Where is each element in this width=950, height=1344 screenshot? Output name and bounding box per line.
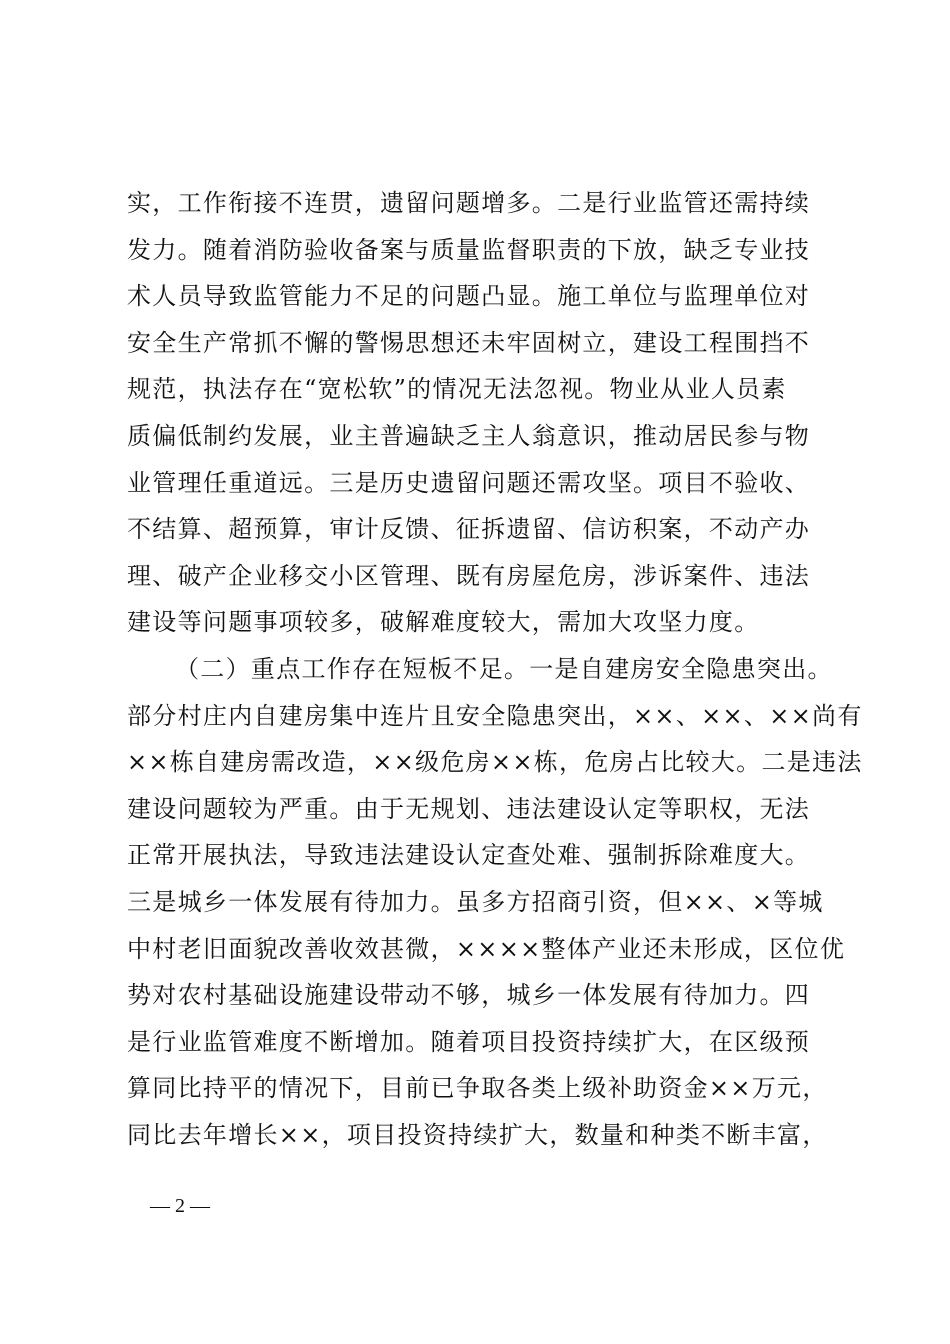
text-line-12: 部分村庄内自建房集中连片且安全隐患突出，××、××、××尚有: [127, 701, 863, 730]
text-line-3: 术人员导致监管能力不足的问题凸显。施工单位与监理单位对: [127, 282, 811, 311]
text-line-21: 同比去年增长××，项目投资持续扩大，数量和种类不断丰富，: [127, 1120, 828, 1149]
text-line-13: ××栋自建房需改造，××级危房××栋，危房占比较大。二是违法: [127, 748, 863, 777]
text-line-6: 质偏低制约发展，业主普遍缺乏主人翁意识，推动居民参与物: [127, 421, 811, 450]
section-heading-line: （二）重点工作存在短板不足。一是自建房安全隐患突出。: [175, 654, 833, 683]
text-line-2: 发力。随着消防验收备案与质量监督职责的下放，缺乏专业技: [127, 235, 811, 264]
text-line-14: 建设问题较为严重。由于无规划、违法建设认定等职权，无法: [127, 794, 811, 823]
text-line-9: 理、破产企业移交小区管理、既有房屋危房，涉诉案件、违法: [127, 561, 811, 590]
text-line-5: 规范，执法存在“宽松软”的情况无法忽视。物业从业人员素: [127, 375, 787, 404]
text-line-7: 业管理任重道远。三是历史遗留问题还需攻坚。项目不验收、: [127, 468, 811, 497]
text-line-19: 是行业监管难度不断增加。随着项目投资持续扩大，在区级预: [127, 1027, 811, 1056]
page-number: — 2 —: [150, 1195, 210, 1217]
text-line-10: 建设等问题事项较多，破解难度较大，需加大攻坚力度。: [127, 608, 760, 637]
text-line-1: 实，工作衔接不连贯，遗留问题增多。二是行业监管还需持续: [127, 189, 811, 217]
text-line-4: 安全生产常抓不懈的警惕思想还未牢固树立，建设工程围挡不: [127, 328, 811, 357]
text-line-15: 正常开展执法，导致违法建设认定查处难、强制拆除难度大。: [127, 841, 811, 870]
text-line-18: 势对农村基础设施建设带动不够，城乡一体发展有待加力。四: [127, 981, 811, 1010]
text-line-20: 算同比持平的情况下，目前已争取各类上级补助资金××万元，: [127, 1074, 828, 1103]
text-line-17: 中村老旧面貌改善收效甚微，××××整体产业还未形成，区位优: [127, 934, 846, 963]
document-body: [127, 180, 863, 1158]
text-line-16: 三是城乡一体发展有待加力。虽多方招商引资，但××、×等城: [127, 887, 824, 916]
text-line-8: 不结算、超预算，审计反馈、征拆遗留、信访积案，不动产办: [127, 515, 811, 544]
